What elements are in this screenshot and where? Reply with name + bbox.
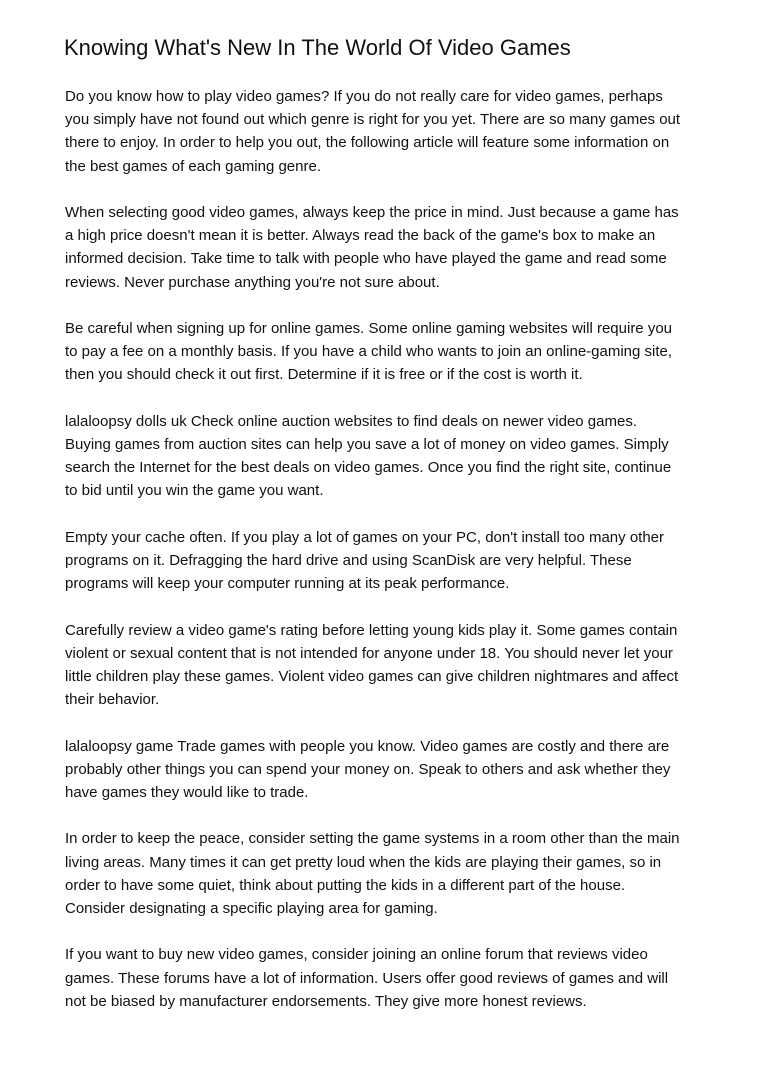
paragraph-line: a high price doesn't mean it is better. Always read the back of the game's box to make an <box>65 227 656 245</box>
paragraph-line: Buying games from auction sites can help you save a lot of money on video games. Simply <box>65 436 669 453</box>
paragraph-line: order to have some quiet, think about putting the kids in a different part of the house. <box>65 876 626 894</box>
paragraph-line: lalaloopsy game Trade games with people you know. Video games are costly and there are <box>65 737 670 755</box>
paragraph-line: Consider designating a specific playing area for gaming. <box>65 900 438 917</box>
paragraph-line: there to enjoy. In order to help you out, the following article will feature some information on <box>65 134 670 152</box>
paragraph-line: Carefully review a video game's rating before letting young kids play it. Some games contain <box>65 621 678 639</box>
paragraph-line: Be careful when signing up for online games. Some online gaming websites will require you <box>65 320 673 337</box>
paragraph <box>65 526 745 596</box>
paragraph-line: their behavior. <box>65 691 160 709</box>
document-body <box>65 85 745 1036</box>
paragraph <box>65 85 745 178</box>
paragraph-line: If you want to buy new video games, consider joining an online forum that reviews video <box>65 946 648 964</box>
paragraph-line: search the Internet for the best deals on video games. Once you find the right site, continue <box>65 459 672 477</box>
paragraph <box>65 827 745 920</box>
paragraph-line: little children play these games. Violent video games can give children nightmares and affect <box>65 668 679 685</box>
paragraph <box>65 619 745 712</box>
paragraph-line: informed decision. Take time to talk with people who have played the game and read some <box>65 250 667 268</box>
paragraph <box>65 735 745 805</box>
paragraph-line: programs on it. Defragging the hard drive and using ScanDisk are very helpful. These <box>65 552 632 569</box>
paragraph-line: to pay a fee on a monthly basis. If you have a child who wants to join an online-gaming site, <box>65 343 673 361</box>
paragraph <box>65 410 745 503</box>
paragraph-line: the best games of each gaming genre. <box>65 157 321 175</box>
paragraph-line: violent or sexual content that is not intended for anyone under 18. You should never let your <box>65 644 673 662</box>
paragraph-line: have games they would like to trade. <box>65 784 309 801</box>
paragraph-line: Do you know how to play video games? If you do not really care for video games, perhaps <box>65 88 663 105</box>
document-title: Knowing What's New In The World Of Video Games <box>64 35 571 60</box>
paragraph-line: you simply have not found out which genre is right for you yet. There are so many games out <box>65 111 681 129</box>
paragraph-line: Empty your cache often. If you play a lot of games on your PC, don't install too many other <box>65 528 665 546</box>
paragraph-line: then you should check it out first. Determine if it is free or if the cost is worth it. <box>65 366 583 384</box>
paragraph-line: reviews. Never purchase anything you're not sure about. <box>65 273 440 291</box>
paragraph-line: lalaloopsy dolls uk Check online auction websites to find deals on newer video games. <box>65 412 637 430</box>
paragraph-line: living areas. Many times it can get pretty loud when the kids are playing their games, so in <box>65 853 662 871</box>
paragraph <box>65 943 745 1013</box>
paragraph <box>65 317 745 387</box>
paragraph-line: When selecting good video games, always keep the price in mind. Just because a game has <box>65 204 679 221</box>
paragraph-line: programs will keep your computer running at its peak performance. <box>65 575 510 593</box>
paragraph-line: probably other things you can spend your money on. Speak to others and ask whether they <box>65 760 671 778</box>
paragraph-line: not be biased by manufacturer endorsements. They give more honest reviews. <box>65 992 587 1010</box>
paragraph <box>65 201 745 294</box>
paragraph-line: In order to keep the peace, consider setting the game systems in a room other than the main <box>65 830 680 848</box>
paragraph-line: games. These forums have a lot of information. Users offer good reviews of games and will <box>65 969 669 987</box>
paragraph-line: to bid until you win the game you want. <box>65 482 324 500</box>
